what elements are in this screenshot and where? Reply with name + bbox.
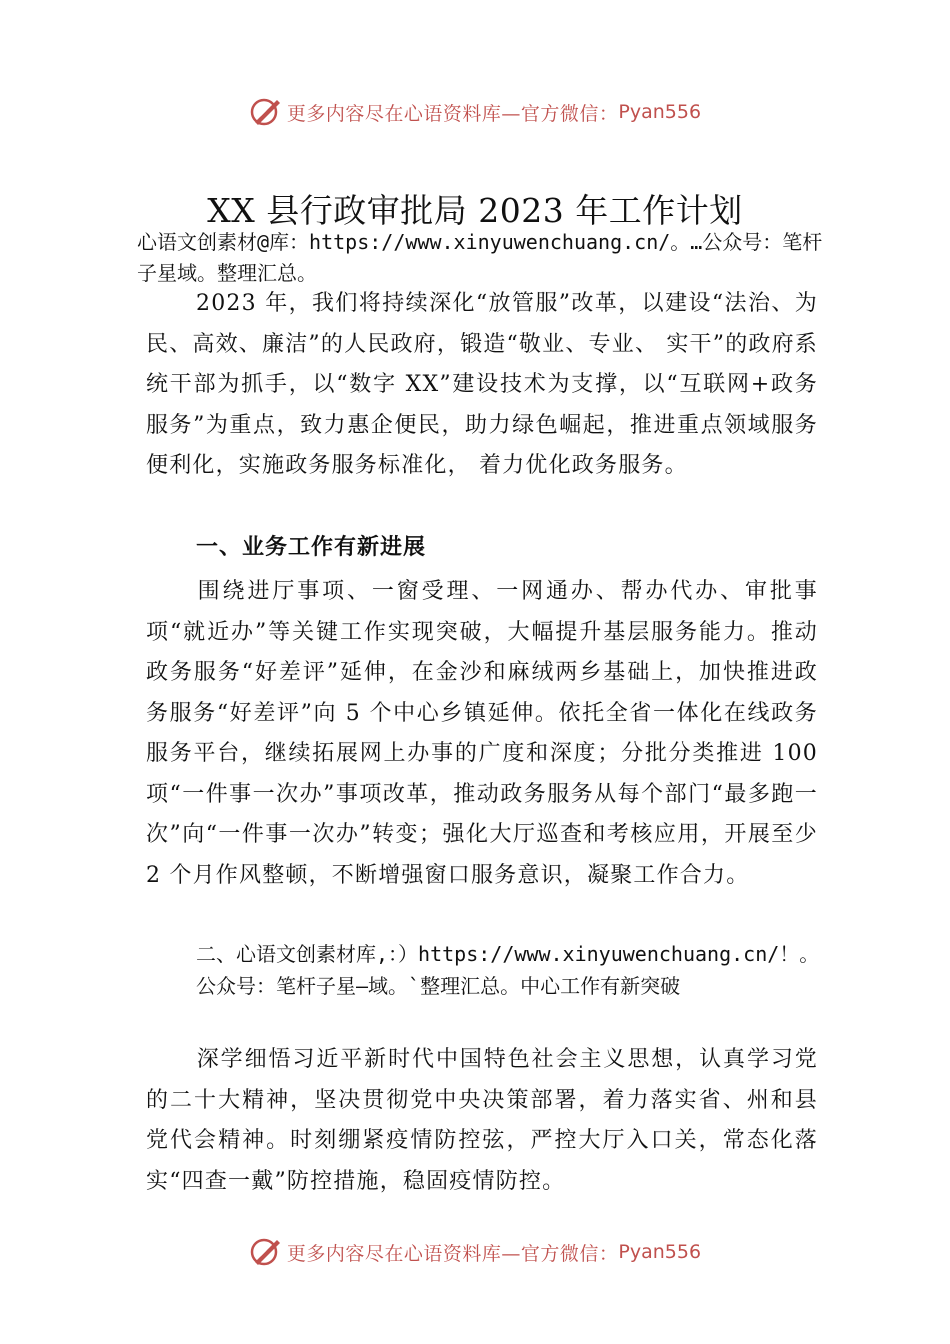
intro-paragraph-text: 2023 年，我们将持续深化“放管服”改革，以建设“法治、为民、高效、廉洁”的人民政府，锻造“敬业、专业、 实干”的政府系统干部为抓手，以“数字 XX”建设技术为支撑，以“互联网+政务服务”为重点，致力惠企便民，助力绿色崛起，推进重点领域服务便利化，实施政务服务标准化， 着力优化政务服务。: [146, 291, 818, 478]
section-2-heading: 二、心语文创素材库,：）https://www.xinyuwenchuang.cn/！。公众号：笔杆子星—域。`整理汇总。中心工作有新突破: [196, 942, 820, 998]
document-title: XX 县行政审批局 2023 年工作计划: [207, 191, 743, 230]
watermark-text: 更多内容尽在心语资料库—官方微信：: [286, 1242, 619, 1265]
watermark-wechat-id: Pyan556: [618, 101, 702, 123]
pen-logo-icon: [249, 1235, 283, 1269]
pen-logo-icon: [249, 95, 283, 129]
watermark-text: 更多内容尽在心语资料库—官方微信：: [286, 102, 619, 125]
section-2-paragraph: [146, 1040, 818, 1202]
watermark-footer: [0, 1232, 950, 1272]
section-2-paragraph-text: 深学细悟习近平新时代中国特色社会主义思想，认真学习党的二十大精神，坚决贯彻党中央决策部署，着力落实省、州和县党代会精神。时刻绷紧疫情防控弦，严控大厅入口关，常态化落实“四查一戴”防控措施，稳固疫情防控。: [146, 1047, 818, 1194]
watermark-header: [0, 92, 950, 132]
watermark-wechat-id: Pyan556: [618, 1241, 702, 1263]
section-1-paragraph: [146, 572, 818, 896]
section-1-paragraph-text: 围绕进厅事项、一窗受理、一网通办、帮办代办、审批事项“就近办”等关键工作实现突破，大幅提升基层服务能力。推动政务服务“好差评”延伸，在金沙和麻绒两乡基础上，加快推进政务服务“好差评”向 5 个中心乡镇延伸。依托全省一体化在线政务服务平台，继续拓展网上办事的广度和深度；分批分类推进 100 项“一件事一次办”事项改革，推动政务服务从每个部门“最多跑一次”向“一件事一次办”转变；强化大厅巡查和考核应用，开展至少 2 个月作风整顿，不断增强窗口服务意识，凝聚工作合力。: [146, 579, 818, 888]
intro-paragraph: [146, 284, 818, 487]
source-note: 心语文创素材@库：https://www.xinyuwenchuang.cn/。…公众号：笔杆子星域。整理汇总。: [137, 230, 823, 285]
section-1-heading: 一、业务工作有新进展: [196, 535, 427, 560]
